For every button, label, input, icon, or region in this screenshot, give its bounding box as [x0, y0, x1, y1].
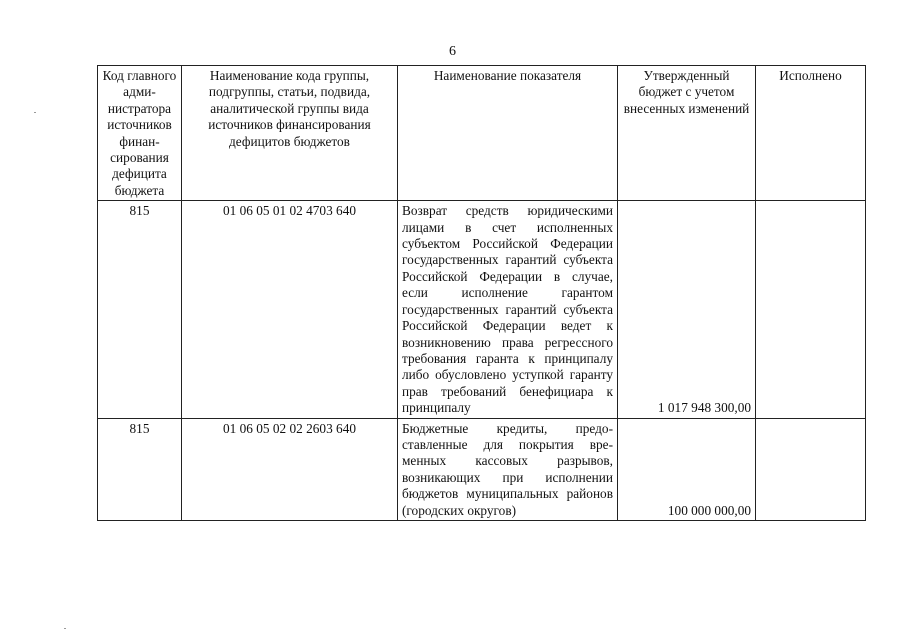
- table-row: [98, 201, 866, 418]
- cell-indicator: Возврат средств юридическими лицами в счет исполненных субъектом Российской Федерации государственных гарантий субъекта Российской Федерации в случае, если исполнение гарантом государственных гарантий субъекта Российской Федерации ведет к возникновению права регрессного требования гаранта к принципалу либо обусловлено уступкой гаранту прав требований бенефициара к принципалу: [398, 201, 618, 418]
- cell-group-code: 01 06 05 02 02 2603 640: [182, 418, 398, 520]
- page-number: 6: [449, 44, 456, 59]
- header-approved-budget: Утвержденный бюджет с учетом внесенных изменений: [618, 66, 756, 201]
- table-header-row: [98, 66, 866, 201]
- header-admin-code: Код главного администратора источников финансирования дефицита бюджета: [98, 66, 182, 201]
- cell-executed: [756, 418, 866, 520]
- scan-speck: [34, 112, 36, 113]
- budget-sources-table: [97, 65, 866, 521]
- cell-executed: [756, 201, 866, 418]
- cell-approved-budget: 1 017 948 300,00: [618, 201, 756, 418]
- header-group-code: Наименование кода группы, подгруппы, статьи, подвида, аналитической группы вида источников финансирования дефицитов бюджетов: [182, 66, 398, 201]
- cell-indicator: Бюджетные кредиты, предоставленные для покрытия временных кассовых разрывов, возникающих при исполнении бюджетов муниципальных районов (городских округов): [398, 418, 618, 520]
- cell-admin-code: 815: [98, 418, 182, 520]
- table-row: [98, 418, 866, 520]
- cell-group-code: 01 06 05 01 02 4703 640: [182, 201, 398, 418]
- cell-admin-code: 815: [98, 201, 182, 418]
- scan-speck: [64, 628, 66, 629]
- header-executed: Исполнено: [756, 66, 866, 201]
- cell-approved-budget: 100 000 000,00: [618, 418, 756, 520]
- header-indicator: Наименование показателя: [398, 66, 618, 201]
